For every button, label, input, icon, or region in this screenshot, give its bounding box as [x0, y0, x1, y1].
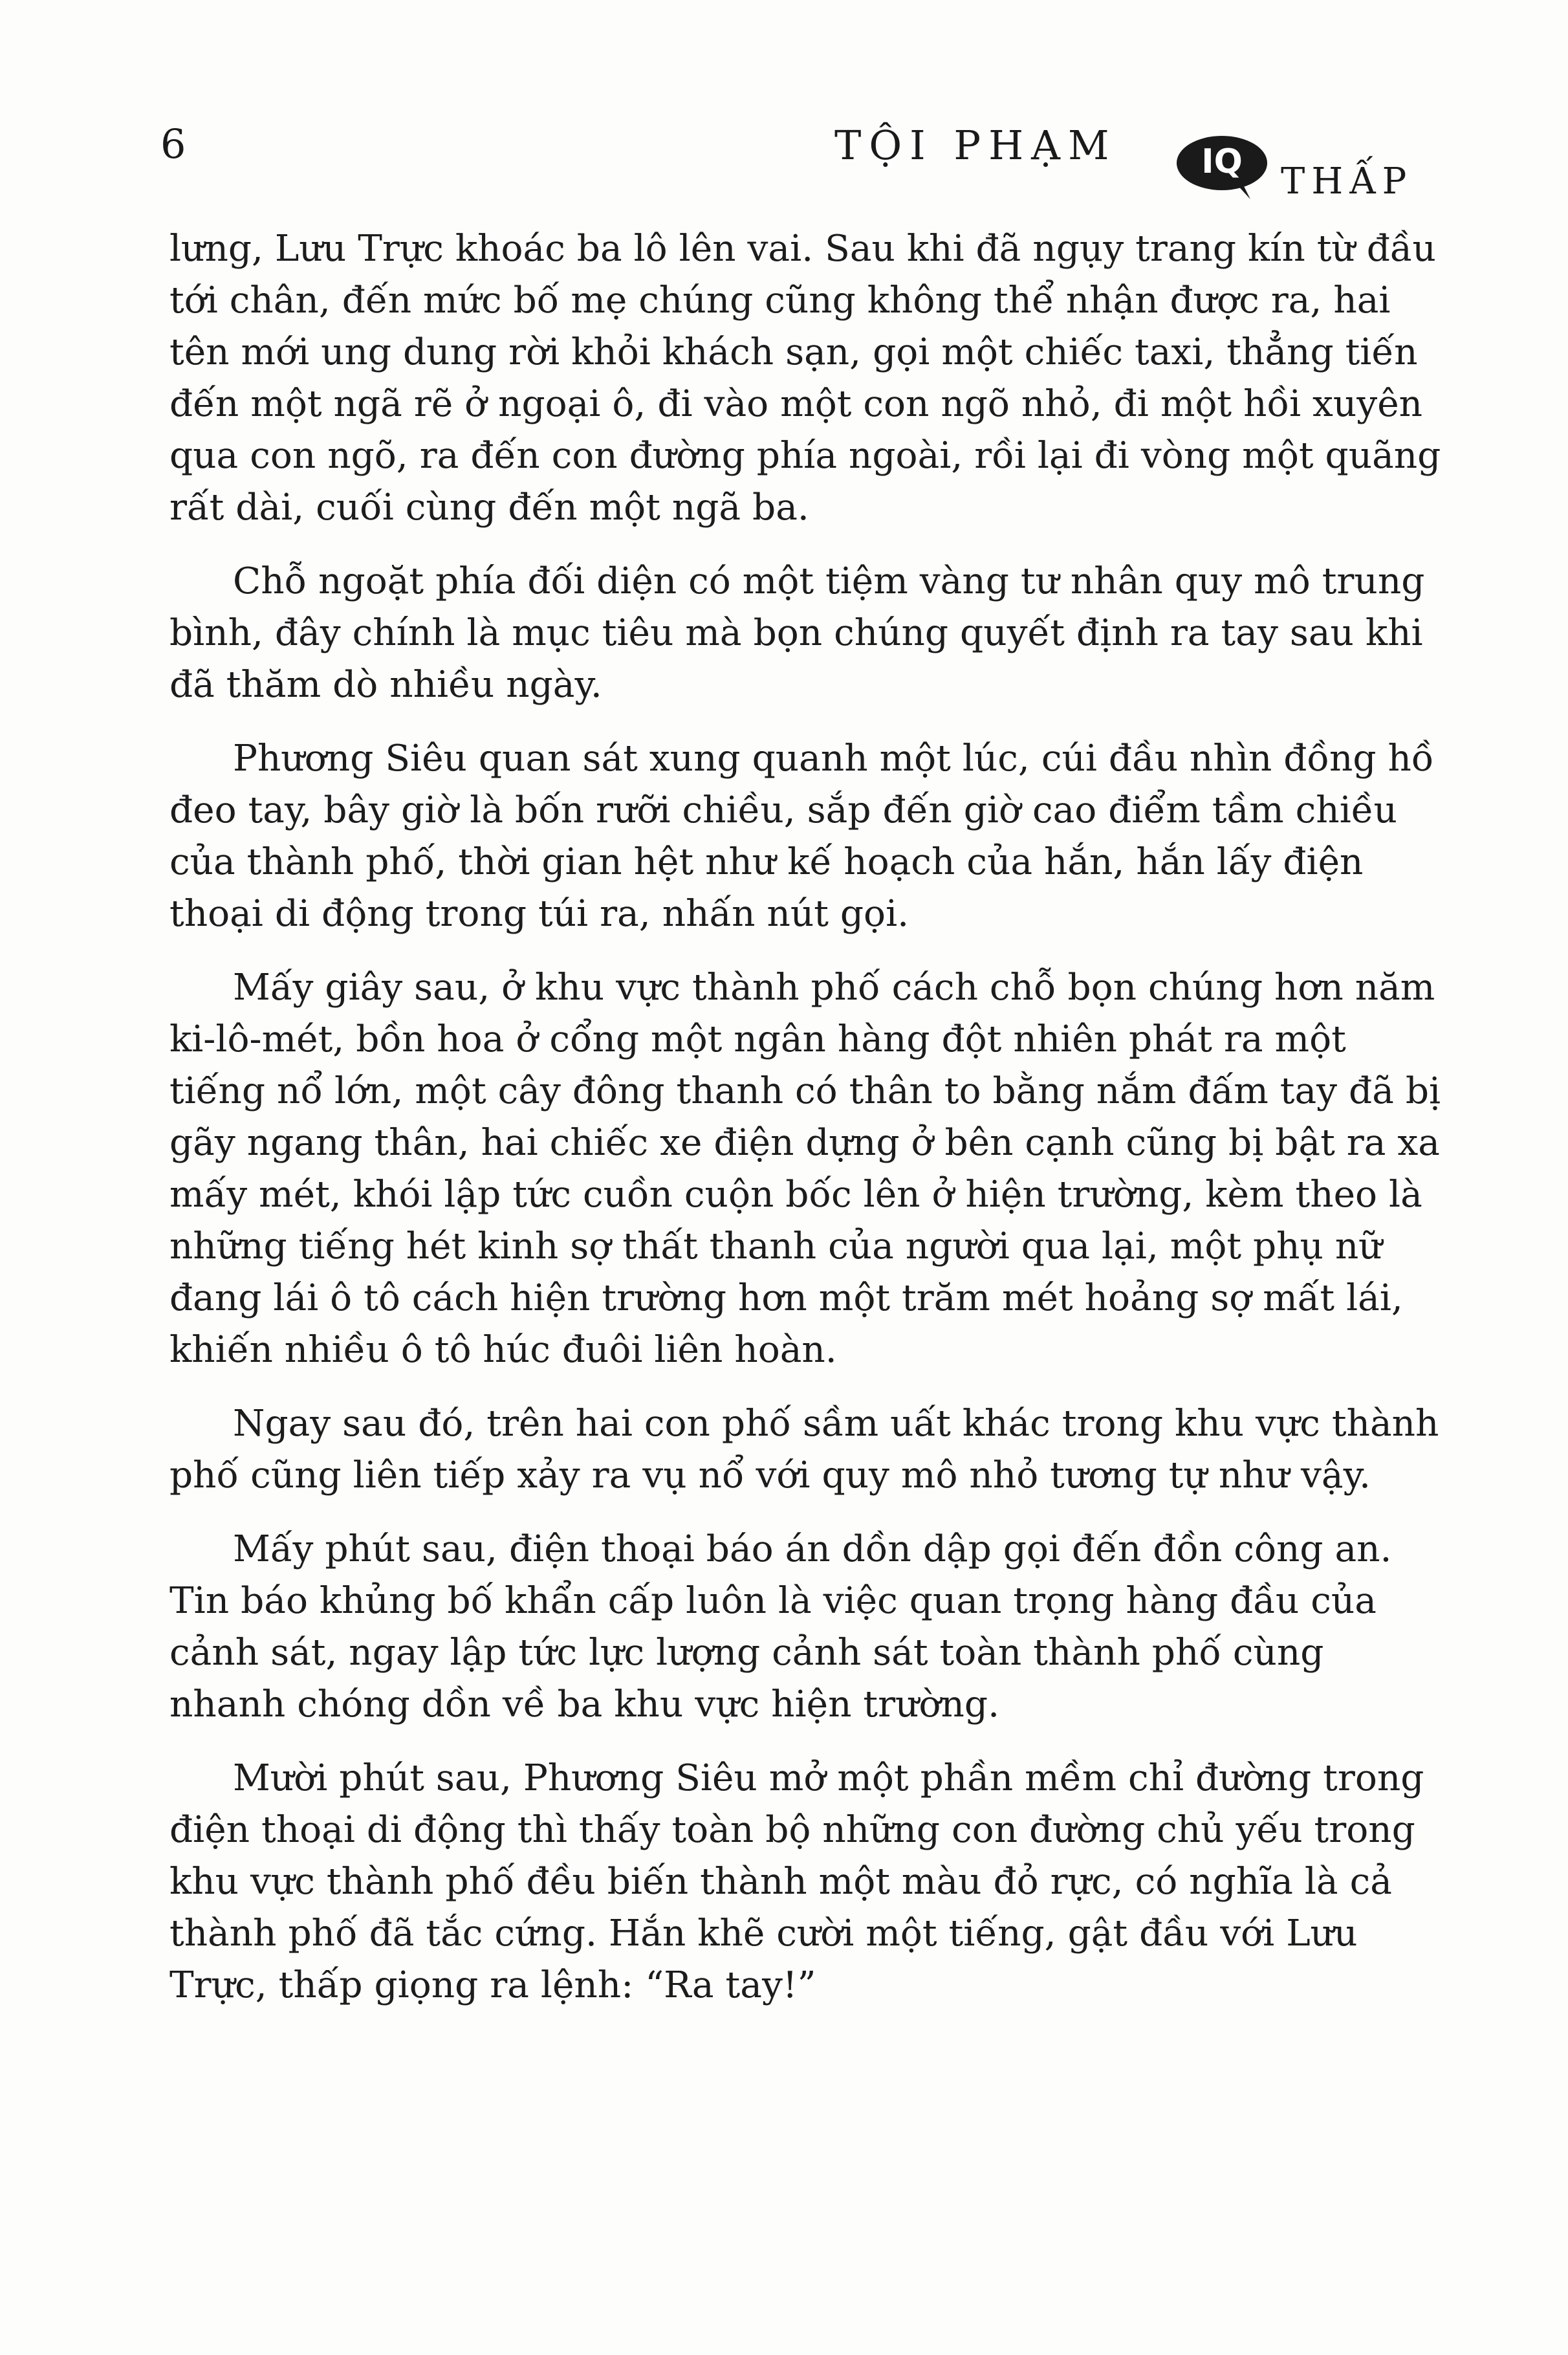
running-head-title-right: THẤP: [1281, 160, 1413, 203]
paragraph: lưng, Lưu Trực khoác ba lô lên vai. Sau khi đã ngụy trang kín từ đầu tới chân, đến mức bố mẹ chúng cũng không thể nhận được ra, hai tên mới ung dung rời khỏi khách sạn, gọi một chiếc taxi, thẳng tiến đến một ngã rẽ ở ngoại ô, đi vào một con ngõ nhỏ, đi một hồi xuyên qua con ngõ, ra đến con đường phía ngoài, rồi lại đi vòng một quãng rất dài, cuối cùng đến một ngã ba.: [169, 228, 1441, 529]
running-head: [834, 115, 1443, 225]
running-head-badge: IQ: [1201, 142, 1243, 181]
paragraph: Chỗ ngoặt phía đối diện có một tiệm vàng tư nhân quy mô trung bình, đây chính là mục tiêu mà bọn chúng quyết định ra tay sau khi đã thăm dò nhiều ngày.: [169, 560, 1425, 706]
page-number: 6: [160, 120, 186, 168]
body-text: [169, 223, 1443, 2033]
iq-speech-bubble-icon: [1174, 133, 1270, 201]
paragraph: Phương Siêu quan sát xung quanh một lúc, cúi đầu nhìn đồng hồ đeo tay, bây giờ là bốn rưỡi chiều, sắp đến giờ cao điểm tầm chiều của thành phố, thời gian hệt như kế hoạch của hắn, hắn lấy điện thoại di động trong túi ra, nhấn nút gọi.: [169, 738, 1434, 935]
running-head-title-left: TỘI PHẠM: [834, 122, 1117, 169]
paragraph: Mấy giây sau, ở khu vực thành phố cách chỗ bọn chúng hơn năm ki-lô-mét, bồn hoa ở cổng một ngân hàng đột nhiên phát ra một tiếng nổ lớn, một cây đông thanh có thân to bằng nắm đấm tay đã bị gãy ngang thân, hai chiếc xe điện dựng ở bên cạnh cũng bị bật ra xa mấy mét, khói lập tức cuồn cuộn bốc lên ở hiện trường, kèm theo là những tiếng hét kinh sợ thất thanh của người qua lại, một phụ nữ đang lái ô tô cách hiện trường hơn một trăm mét hoảng sợ mất lái, khiến nhiều ô tô húc đuôi liên hoàn.: [169, 967, 1441, 1371]
paragraph: Mấy phút sau, điện thoại báo án dồn dập gọi đến đồn công an. Tin báo khủng bố khẩn cấp luôn là việc quan trọng hàng đầu của cảnh sát, ngay lập tức lực lượng cảnh sát toàn thành phố cùng nhanh chóng dồn về ba khu vực hiện trường.: [169, 1528, 1392, 1725]
paragraph: Mười phút sau, Phương Siêu mở một phần mềm chỉ đường trong điện thoại di động thì thấy toàn bộ những con đường chủ yếu trong khu vực thành phố đều biến thành một màu đỏ rực, có nghĩa là cả thành phố đã tắc cứng. Hắn khẽ cười một tiếng, gật đầu với Lưu Trực, thấp giọng ra lệnh: “Ra tay!”: [169, 1757, 1424, 2006]
paragraph: Ngay sau đó, trên hai con phố sầm uất khác trong khu vực thành phố cũng liên tiếp xảy ra vụ nổ với quy mô nhỏ tương tự như vậy.: [169, 1403, 1439, 1496]
